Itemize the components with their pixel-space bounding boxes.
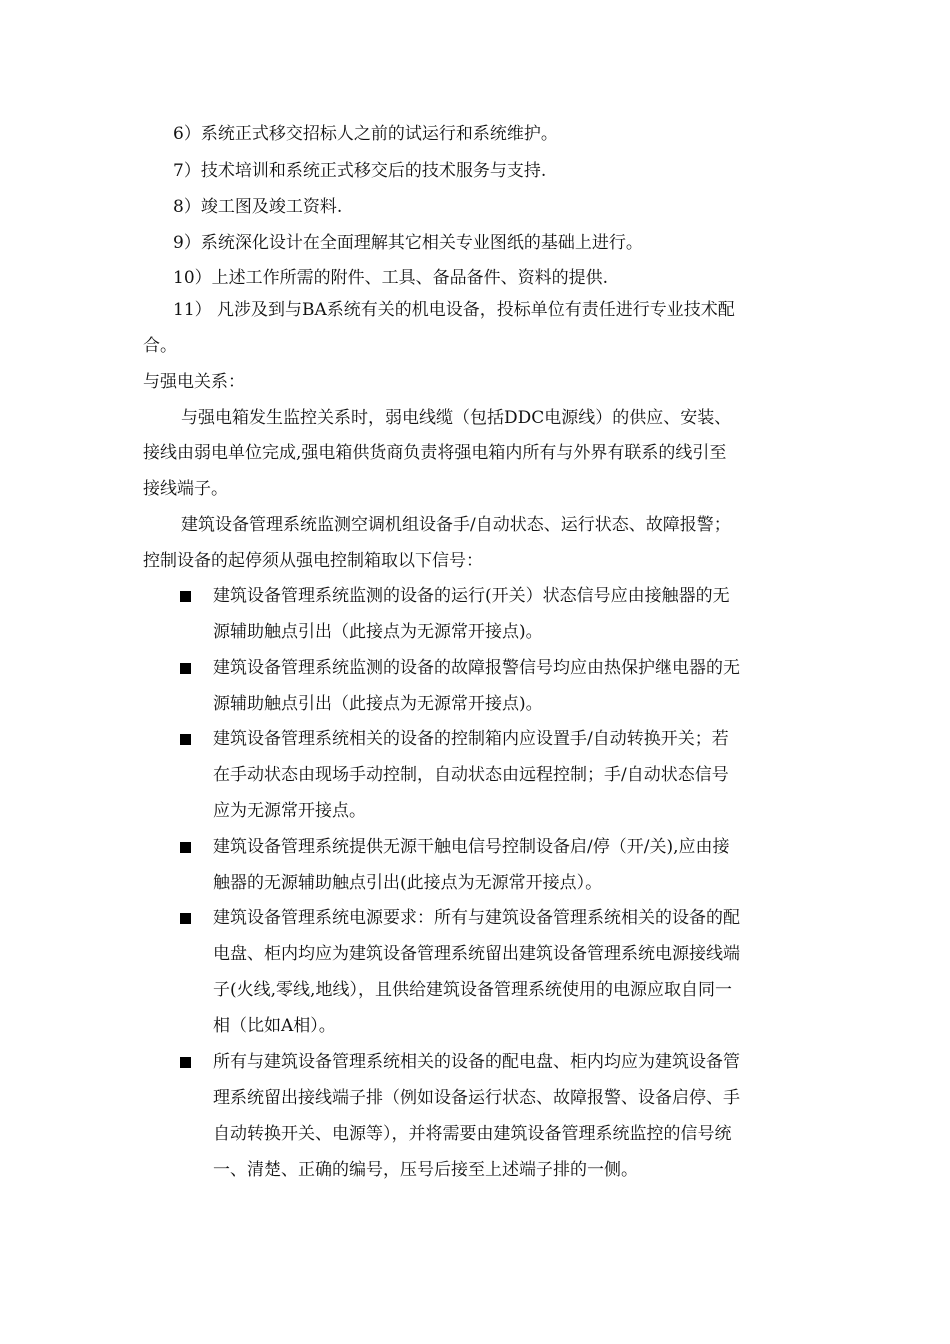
bullet-3-line-3: 应为无源常开接点。 (213, 801, 366, 821)
list-item-7: 7）技术培训和系统正式移交后的技术服务与支持. (173, 161, 547, 181)
bullet-6-line-2: 理系统留出接线端子排（例如设备运行状态、故障报警、设备启停、手 (213, 1088, 740, 1108)
bullet-icon (180, 842, 191, 853)
bullet-5-line-3: 子(火线,零线,地线），且供给建筑设备管理系统使用的电源应取自同一 (213, 980, 732, 1000)
section-heading: 与强电关系： (143, 372, 245, 392)
bullet-2-line-1: 建筑设备管理系统监测的设备的故障报警信号均应由热保护继电器的无 (213, 658, 740, 678)
list-item-6: 6）系统正式移交招标人之前的试运行和系统维护。 (173, 124, 558, 144)
paragraph-1-line-1: 与强电箱发生监控关系时，弱电线缆（包括DDC电源线）的供应、安装、 (181, 408, 732, 428)
bullet-6-line-3: 自动转换开关、电源等），并将需要由建筑设备管理系统监控的信号统 (213, 1124, 732, 1144)
paragraph-1-line-3: 接线端子。 (143, 479, 228, 499)
paragraph-1-line-2: 接线由弱电单位完成,强电箱供货商负责将强电箱内所有与外界有联系的线引至 (143, 443, 727, 463)
paragraph-2-line-2: 控制设备的起停须从强电控制箱取以下信号： (143, 551, 483, 571)
list-item-9: 9）系统深化设计在全面理解其它相关专业图纸的基础上进行。 (173, 233, 643, 253)
bullet-1-line-2: 源辅助触点引出（此接点为无源常开接点)。 (213, 622, 543, 642)
bullet-3-line-2: 在手动状态由现场手动控制，自动状态由远程控制；手/自动状态信号 (213, 765, 729, 785)
bullet-6-line-4: 一、清楚、正确的编号，压号后接至上述端子排的一侧。 (213, 1160, 638, 1180)
list-item-8: 8）竣工图及竣工资料. (173, 197, 343, 217)
list-item-10: 10）上述工作所需的附件、工具、备品备件、资料的提供. (173, 268, 609, 288)
bullet-2-line-2: 源辅助触点引出（此接点为无源常开接点)。 (213, 694, 543, 714)
bullet-5-line-2: 电盘、柜内均应为建筑设备管理系统留出建筑设备管理系统电源接线端 (213, 944, 740, 964)
paragraph-2-line-1: 建筑设备管理系统监测空调机组设备手/自动状态、运行状态、故障报警； (181, 515, 731, 535)
bullet-icon (180, 663, 191, 674)
list-item-11-line-1: 11） 凡涉及到与BA系统有关的机电设备，投标单位有责任进行专业技术配 (173, 300, 735, 320)
bullet-1-line-1: 建筑设备管理系统监测的设备的运行(开关）状态信号应由接触器的无 (213, 586, 730, 606)
bullet-3-line-1: 建筑设备管理系统相关的设备的控制箱内应设置手/自动转换开关；若 (213, 729, 729, 749)
bullet-icon (180, 734, 191, 745)
bullet-5-line-4: 相（比如A相）。 (213, 1016, 336, 1036)
bullet-4-line-1: 建筑设备管理系统提供无源干触电信号控制设备启/停（开/关),应由接 (213, 837, 730, 857)
bullet-icon (180, 913, 191, 924)
bullet-icon (180, 591, 191, 602)
bullet-5-line-1: 建筑设备管理系统电源要求：所有与建筑设备管理系统相关的设备的配 (213, 908, 740, 928)
list-item-11-line-2: 合。 (143, 336, 177, 356)
bullet-icon (180, 1057, 191, 1068)
bullet-6-line-1: 所有与建筑设备管理系统相关的设备的配电盘、柜内均应为建筑设备管 (213, 1052, 740, 1072)
bullet-4-line-2: 触器的无源辅助触点引出(此接点为无源常开接点）。 (213, 873, 603, 893)
